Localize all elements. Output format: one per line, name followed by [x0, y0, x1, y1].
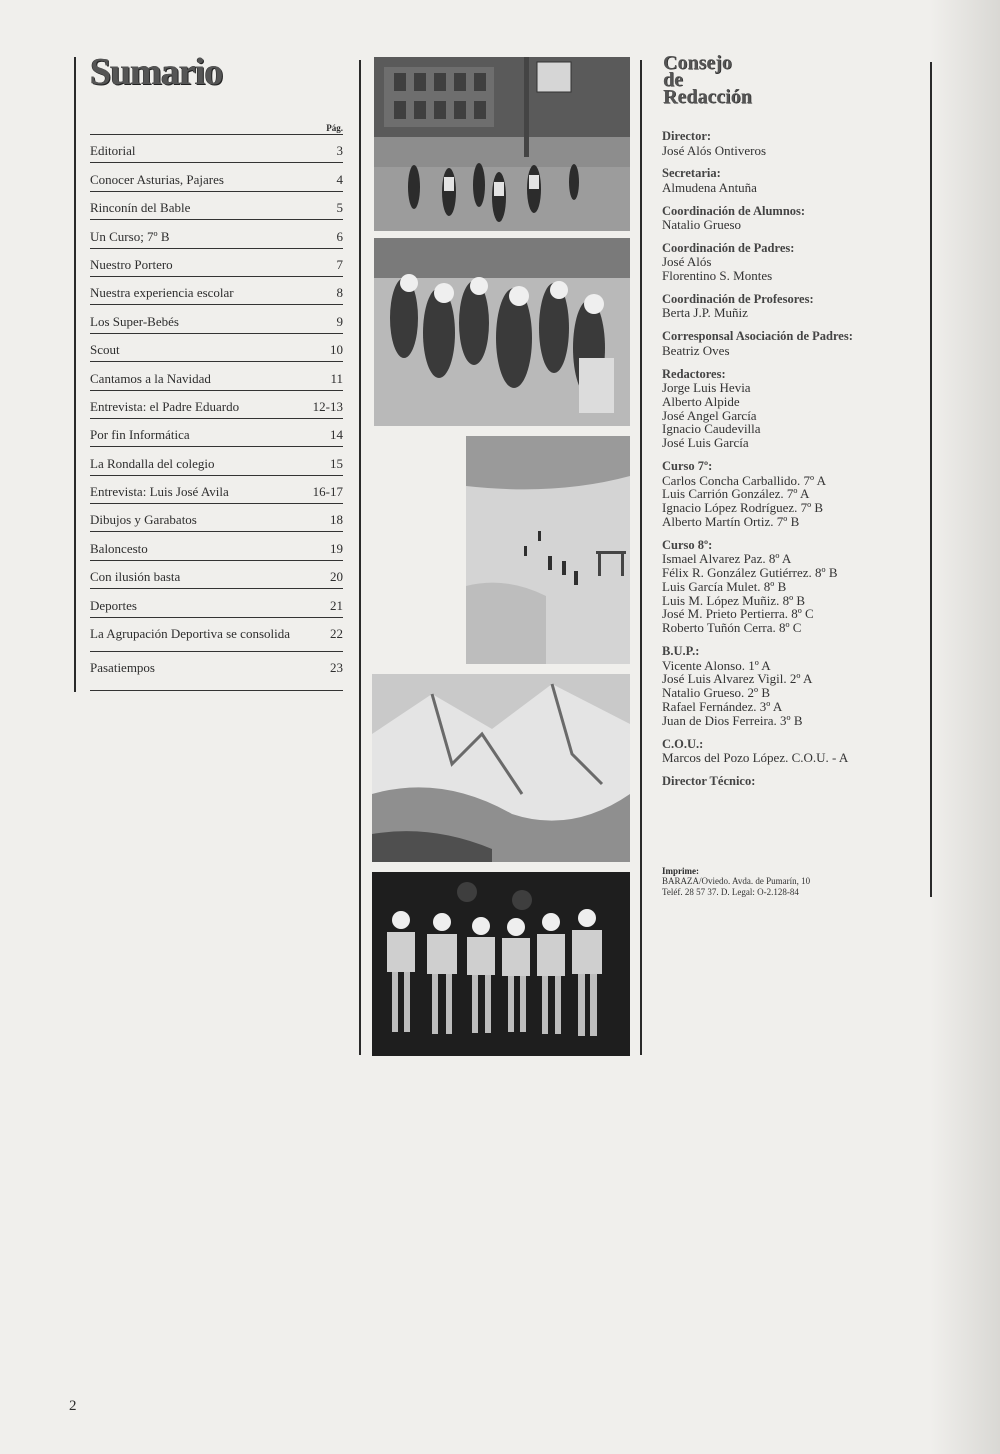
toc-entry [90, 162, 343, 190]
role-member: Florentino S. Montes [662, 268, 773, 284]
printer-title: Imprime: [662, 866, 699, 876]
toc-entry-title: Un Curso; 7º B [90, 228, 170, 244]
role-member: José Angel García [662, 407, 757, 423]
photo-crowd-of-students [374, 238, 630, 426]
toc-entry [90, 219, 343, 247]
role-member: José Alós [662, 254, 712, 270]
toc-entry-page: 8 [336, 285, 343, 301]
right-column-rule [930, 62, 932, 897]
role-member: Beatriz Oves [662, 342, 730, 358]
role-title: Secretaria: [662, 166, 721, 181]
toc-entry-title: Nuestro Portero [90, 256, 173, 272]
toc-entry-title: Baloncesto [90, 540, 148, 556]
role-title: Director: [662, 129, 712, 143]
role-member: Vicente Alonso. 1º A [662, 657, 771, 673]
photo-basketball-court [374, 57, 630, 231]
toc-entry-title: Conocer Asturias, Pajares [90, 171, 224, 187]
role-member: Rafael Fernández. 3º A [662, 698, 783, 714]
role-title: B.U.P.: [662, 644, 700, 659]
toc-entry [90, 446, 343, 474]
toc-entry [90, 418, 343, 446]
toc-entry [90, 248, 343, 276]
page-number: 2 [69, 1398, 77, 1414]
toc-entry-page: 9 [336, 313, 343, 329]
toc-entry-page: 15 [330, 455, 343, 471]
sumario-title: Sumario [90, 51, 223, 93]
toc-entry [90, 475, 343, 503]
role-title: Coordinación de Profesores: [662, 291, 814, 306]
role-title: Coordinación de Padres: [662, 240, 795, 255]
toc-entry [90, 651, 343, 679]
board-role [662, 205, 927, 232]
photo-column-left-rule [359, 60, 361, 1055]
board-role [662, 330, 927, 357]
toc-entry-title: Dibujos y Garabatos [90, 512, 197, 528]
left-column-rule [74, 57, 76, 692]
board-role [662, 293, 927, 320]
toc-entry [90, 503, 343, 531]
consejo-title-line: Redacción [663, 86, 752, 108]
role-member: Juan de Dios Ferreira. 3º B [662, 712, 803, 728]
role-member: Natalio Grueso. 2º B [662, 685, 771, 701]
toc-entry-page: 10 [330, 342, 343, 358]
toc-entry [90, 588, 343, 616]
toc-entry-title: Rinconín del Bable [90, 200, 191, 216]
toc-entry-page: 12-13 [312, 398, 343, 414]
printer-address: BARAZA/Oviedo. Avda. de Pumarín, 10 [662, 876, 811, 886]
toc-entry-page: 16-17 [312, 484, 343, 500]
toc-entry-title: Los Super-Bebés [90, 313, 179, 329]
toc-entry-page: 23 [330, 660, 343, 676]
toc-end-rule [90, 690, 343, 691]
role-member: Roberto Tuñón Cerra. 8º C [662, 620, 802, 636]
board-role [662, 645, 927, 727]
toc-entry-page: 14 [330, 427, 343, 443]
consejo-title-line: de [663, 69, 683, 91]
page-edge-shadow [930, 0, 1000, 1454]
role-member: Félix R. González Gutiérrez. 8º B [662, 565, 838, 581]
page-column-header: Pág. [326, 123, 343, 133]
consejo-title-line: Consejo [663, 52, 732, 74]
toc-entry [90, 333, 343, 361]
board-role [662, 130, 927, 157]
photo-team-group [372, 872, 630, 1056]
toc-entry-title: Nuestra experiencia escolar [90, 285, 234, 301]
toc-entry-title: La Agrupación Deportiva se consolida [90, 626, 290, 642]
toc-entry-page: 11 [330, 370, 343, 386]
role-member: Alberto Martín Ortiz. 7º B [662, 513, 800, 529]
table-of-contents [90, 134, 343, 679]
board-role [662, 775, 927, 789]
board-role [662, 460, 927, 529]
consejo-title [663, 52, 752, 108]
toc-entry-page: 7 [336, 256, 343, 272]
board-role [662, 167, 927, 194]
role-member: Ignacio López Rodríguez. 7º B [662, 500, 824, 516]
toc-entry [90, 134, 343, 162]
role-member: Ignacio Caudevilla [662, 421, 761, 437]
toc-entry [90, 617, 343, 645]
toc-entry-title: La Rondalla del colegio [90, 455, 215, 471]
role-title: Corresponsal Asociación de Padres: [662, 329, 853, 344]
toc-entry [90, 531, 343, 559]
role-member: Luis García Mulet. 8º B [662, 578, 787, 594]
toc-entry-page: 21 [330, 597, 343, 613]
role-member: José Alós Ontiveros [662, 142, 766, 158]
board-role [662, 738, 927, 765]
toc-entry-page: 19 [330, 540, 343, 556]
role-title: Curso 7º: [662, 459, 713, 474]
role-member: Luis Carrión González. 7º A [662, 486, 810, 502]
toc-entry-page: 18 [330, 512, 343, 528]
toc-entry-page: 4 [336, 171, 343, 187]
toc-entry-title: Deportes [90, 597, 137, 613]
role-title: Coordinación de Alumnos: [662, 203, 806, 218]
toc-entry-title: Pasatiempos [90, 660, 155, 676]
role-member: José Luis García [662, 435, 749, 451]
role-member: Almudena Antuña [662, 179, 757, 195]
role-member: José Luis Alvarez Vigil. 2º A [662, 671, 813, 687]
printer-info [662, 866, 927, 897]
board-role [662, 539, 927, 635]
toc-entry-title: Entrevista: el Padre Eduardo [90, 398, 240, 414]
photo-snowy-mountains [372, 674, 630, 862]
toc-entry [90, 191, 343, 219]
toc-entry [90, 560, 343, 588]
toc-entry-title: Por fin Informática [90, 427, 190, 443]
photo-snowy-slope [466, 436, 630, 664]
board-role [662, 242, 927, 283]
toc-entry-page: 22 [330, 626, 343, 642]
board-role [662, 368, 927, 450]
toc-entry-title: Con ilusión basta [90, 569, 181, 585]
toc-entry-page: 6 [336, 228, 343, 244]
role-member: Alberto Alpide [662, 393, 740, 409]
role-title: Redactores: [662, 366, 726, 381]
toc-entry [90, 390, 343, 418]
toc-entry [90, 276, 343, 304]
toc-entry-page: 20 [330, 569, 343, 585]
role-title: Curso 8º: [662, 537, 713, 552]
role-member: Jorge Luis Hevia [662, 380, 751, 396]
toc-entry-title: Cantamos a la Navidad [90, 370, 211, 386]
photo-column-right-rule [640, 60, 642, 1055]
role-member: Luis M. López Muñiz. 8º B [662, 592, 806, 608]
role-member: Marcos del Pozo López. C.O.U. - A [662, 750, 849, 766]
toc-entry-title: Editorial [90, 143, 136, 159]
role-member: Carlos Concha Carballido. 7º A [662, 472, 826, 488]
role-member: Berta J.P. Muñiz [662, 305, 748, 321]
toc-entry [90, 361, 343, 389]
toc-entry-page: 3 [336, 143, 343, 159]
toc-entry [90, 304, 343, 332]
role-member: José M. Prieto Pertierra. 8º C [662, 606, 814, 622]
printer-legal: Teléf. 28 57 37. D. Legal: O-2.128-84 [662, 886, 799, 897]
role-member: Ismael Alvarez Paz. 8º A [662, 551, 792, 567]
role-member: Natalio Grueso [662, 217, 742, 233]
toc-entry-title: Scout [90, 342, 120, 358]
role-title: Director Técnico: [662, 773, 756, 788]
toc-entry-title: Entrevista: Luis José Avila [90, 484, 229, 500]
editorial-board [662, 130, 927, 798]
toc-entry-page: 5 [336, 200, 343, 216]
role-title: C.O.U.: [662, 736, 704, 751]
